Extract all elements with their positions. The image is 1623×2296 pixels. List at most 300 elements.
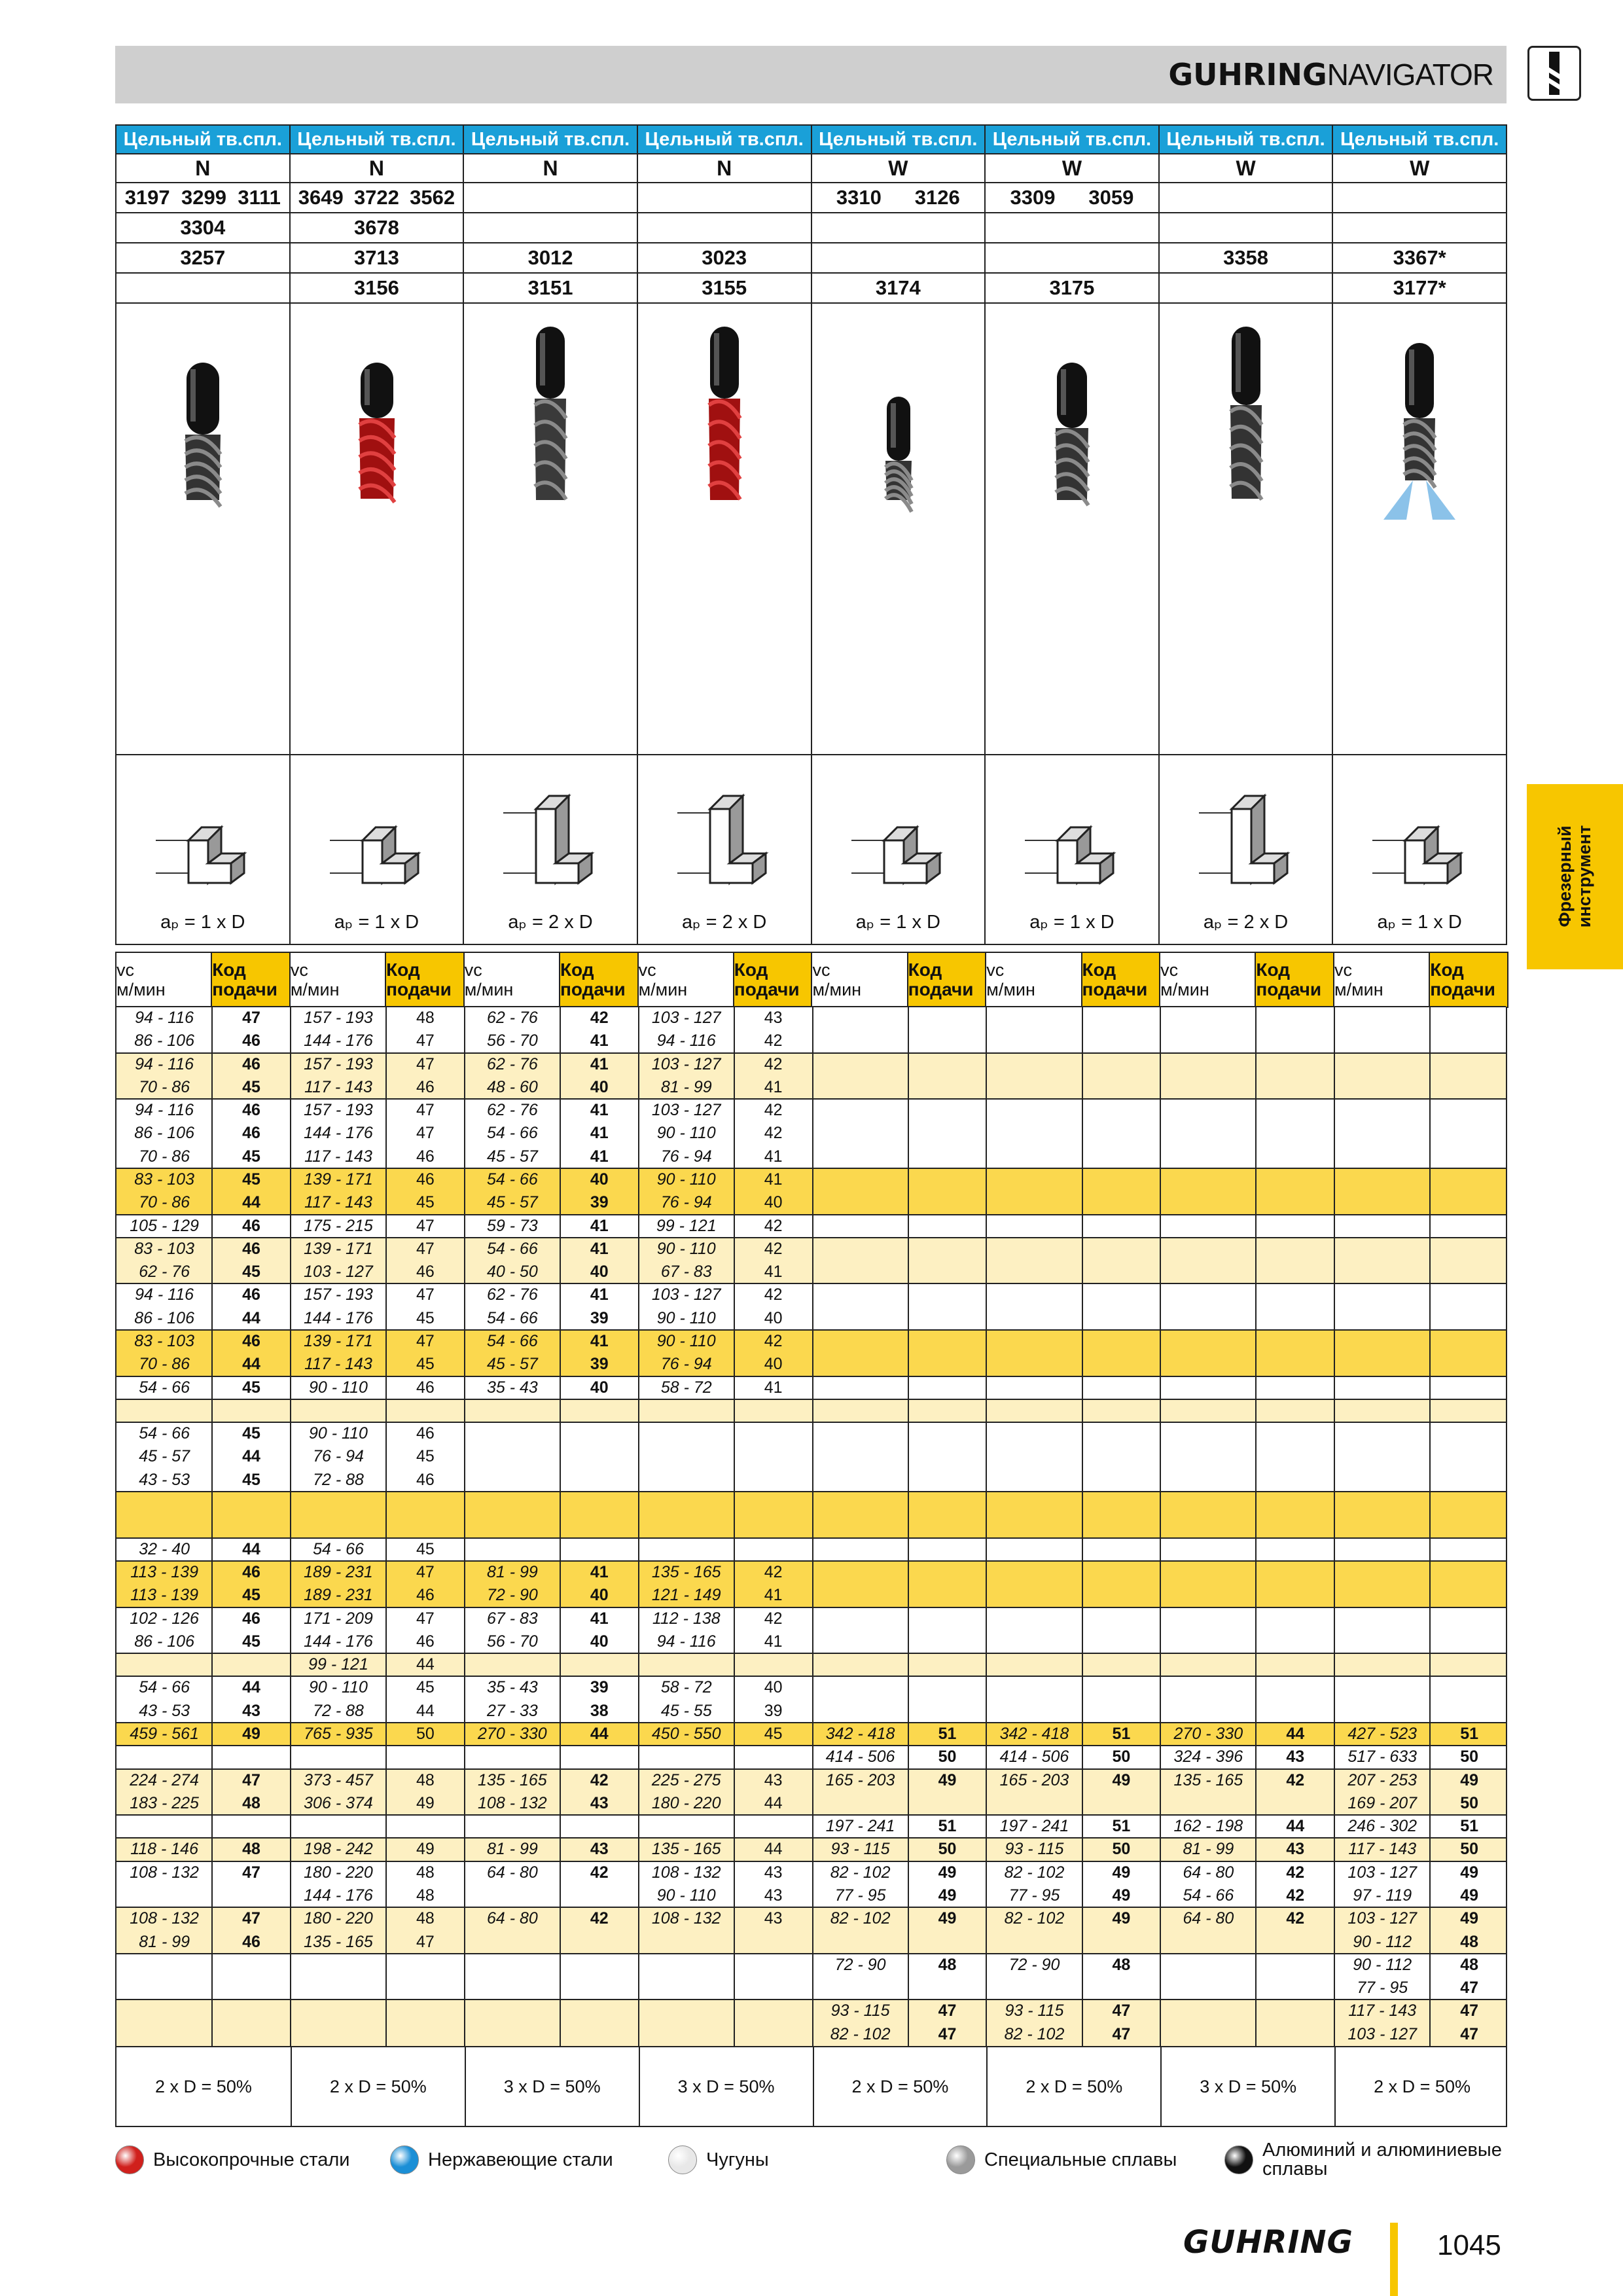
brand-logo: GUHRINGNAVIGATOR: [1168, 57, 1493, 92]
vc-value: [986, 1215, 1082, 1238]
feed-code-value: [1430, 1561, 1508, 1584]
end-mill-icon: [291, 304, 464, 755]
vc-value: [639, 1538, 734, 1561]
article-cell: [116, 213, 290, 243]
material-header: Цельный тв.спл.: [123, 128, 282, 150]
feed-code-value: 47: [416, 1101, 435, 1120]
row-separator: [116, 1722, 1506, 1723]
article-row-3: [116, 243, 1507, 273]
vc-value: [813, 1030, 908, 1052]
article-cell: [463, 183, 637, 213]
end-mill-icon: [1160, 304, 1333, 755]
grid-line: [1082, 1007, 1083, 2046]
vc-value: [1160, 1168, 1256, 1191]
vc-value: [465, 1746, 560, 1768]
vc-label: vс: [638, 960, 656, 980]
feed-code-value: [908, 1445, 987, 1468]
vc-value: 117 - 143: [304, 1355, 372, 1374]
article-row-4: [116, 273, 1507, 303]
vc-value: 113 - 139: [130, 1586, 198, 1605]
iso-group-cell: [463, 154, 637, 183]
feed-code-value: [908, 1469, 987, 1492]
feed-code-value: 42: [1286, 1770, 1305, 1789]
material-ball-icon: [390, 2145, 419, 2174]
vc-value: [986, 1238, 1082, 1261]
vc-value: 118 - 146: [130, 1840, 198, 1859]
vc-value: [813, 1469, 908, 1492]
article-cell: [985, 273, 1159, 303]
vc-value: [639, 1399, 734, 1422]
vc-value: 77 - 95: [834, 1886, 886, 1905]
vc-value: 90 - 110: [309, 1678, 368, 1697]
vc-value: [813, 1283, 908, 1306]
feed-code-value: 47: [416, 1054, 435, 1073]
article-number: 3174: [875, 276, 921, 299]
vc-value: 459 - 561: [130, 1724, 199, 1743]
feed-code-value: [560, 1746, 639, 1768]
vc-value: [1160, 1653, 1256, 1676]
feed-code-value: 47: [416, 1332, 435, 1351]
vc-value: [1160, 1099, 1256, 1122]
feed-code-value: [1430, 1469, 1508, 1492]
feed-code-value: [386, 1954, 465, 1977]
vc-value: [1334, 1538, 1430, 1561]
tool-image-cell: [463, 303, 637, 755]
vc-value: [1160, 1076, 1256, 1099]
feed-code-value: [1430, 1376, 1508, 1399]
feed-code-value: 45: [242, 1424, 260, 1443]
row-separator: [116, 1376, 1506, 1377]
feed-code-value: [1256, 1700, 1334, 1723]
vc-value: 72 - 90: [834, 1955, 886, 1974]
feed-code-value: 47: [416, 1239, 435, 1258]
feed-code-value: [908, 1168, 987, 1191]
vc-value: [986, 1469, 1082, 1492]
vc-value: 76 - 94: [660, 1193, 712, 1212]
material-header: Цельный тв.спл.: [992, 128, 1152, 150]
iso-group: N: [195, 156, 211, 180]
row-separator: [116, 1999, 1506, 2000]
vc-value: 165 - 203: [999, 1770, 1069, 1789]
article-number: 3012: [527, 246, 573, 269]
vc-value: 72 - 90: [1008, 1955, 1060, 1974]
vc-value: [813, 1977, 908, 2000]
vc-value: 45 - 57: [486, 1193, 538, 1212]
vc-unit: м/мин: [812, 980, 862, 999]
feed-code-value: 49: [1460, 1886, 1479, 1905]
row-separator: [116, 1214, 1506, 1215]
vc-value: [1160, 1538, 1256, 1561]
vc-value: [465, 1884, 560, 1907]
vc-value: [813, 1353, 908, 1376]
vc-unit: м/мин: [1334, 980, 1383, 999]
vc-value: 90 - 112: [1353, 1932, 1412, 1951]
cutting-depth-cell: [116, 755, 290, 944]
vc-value: 32 - 40: [139, 1539, 190, 1558]
vc-value: [1334, 1215, 1430, 1238]
article-number: 3175: [1049, 276, 1095, 299]
feed-code-label: Код: [1082, 960, 1116, 980]
feed-code-value: 48: [938, 1955, 957, 1974]
vc-value: [1160, 1792, 1256, 1815]
vc-value: 93 - 115: [1005, 1840, 1064, 1859]
feed-code-value: 45: [242, 1170, 260, 1189]
feed-code-value: [560, 2023, 639, 2046]
vc-value: 103 - 127: [1347, 1863, 1418, 1882]
vc-value: 62 - 76: [486, 1101, 538, 1120]
grid-line: [638, 1007, 639, 2046]
feed-code-value: 46: [242, 1932, 260, 1951]
vc-value: 67 - 83: [660, 1263, 712, 1282]
vc-value: 81 - 99: [139, 1932, 190, 1951]
feed-code-value: 45: [416, 1447, 435, 1466]
feed-code-header: [1429, 952, 1508, 1007]
feed-code-value: 40: [590, 1632, 609, 1651]
tool-image-cell: [1332, 303, 1507, 755]
feed-code-value: [1430, 1353, 1508, 1376]
feed-code-label: Код: [560, 960, 594, 980]
feed-code-value: [734, 1977, 813, 2000]
article-number: 3155: [702, 276, 747, 299]
vc-value: [813, 1700, 908, 1723]
vc-value: [1160, 1353, 1256, 1376]
vc-value: [639, 1954, 734, 1977]
material-header: Цельный тв.спл.: [1340, 128, 1499, 150]
legend-item: [668, 2140, 769, 2179]
feed-code-value: [1256, 1145, 1334, 1168]
article-number: 3678: [353, 216, 399, 239]
grid-line: [812, 1007, 813, 2046]
feed-code-value: 45: [416, 1193, 435, 1212]
article-cell: [812, 213, 986, 243]
vc-value: 135 - 165: [1173, 1770, 1243, 1789]
article-cell: [1159, 243, 1333, 273]
vc-value: [1334, 1099, 1430, 1122]
vc-value: [1160, 1007, 1256, 1030]
feed-code-value: [734, 1538, 813, 1561]
vc-value: [813, 1792, 908, 1815]
cutting-depth-label: aₚ = 1 x D: [160, 912, 245, 933]
feed-code-value: 42: [590, 1909, 609, 1928]
material-header-cell: [985, 125, 1159, 154]
row-separator: [116, 1837, 1506, 1839]
vc-value: 165 - 203: [825, 1770, 895, 1789]
vc-value: 94 - 116: [135, 1054, 194, 1073]
vc-value: [1334, 1353, 1430, 1376]
feed-code-value: 46: [242, 1101, 260, 1120]
article-number: 3059: [1088, 186, 1134, 209]
vc-value: [116, 1399, 212, 1422]
material-header-cell: [1159, 125, 1333, 154]
vc-unit: м/мин: [290, 980, 340, 999]
vc-value: [986, 1099, 1082, 1122]
row-separator: [116, 1907, 1506, 1908]
feed-code-header: [734, 952, 812, 1007]
feed-code-value: [386, 1815, 465, 1838]
feed-code-value: 41: [764, 1632, 783, 1651]
iso-group-cell: [637, 154, 812, 183]
article-cell: [1332, 183, 1507, 213]
article-number: 3304: [180, 216, 226, 239]
feed-code-value: [1082, 1515, 1161, 1537]
feed-code-value: [1256, 1977, 1334, 2000]
material-header-cell: [463, 125, 637, 154]
feed-code-value: 44: [1286, 1817, 1305, 1836]
row-separator: [116, 1537, 1506, 1539]
vc-value: 108 - 132: [651, 1863, 721, 1882]
vc-value: 139 - 171: [304, 1239, 373, 1258]
feed-code-value: 44: [590, 1724, 609, 1743]
feed-code-value: 44: [764, 1793, 783, 1812]
vc-value: [1160, 1515, 1256, 1537]
feed-code-value: [734, 1445, 813, 1468]
legend-item: [115, 2140, 349, 2179]
legend-item: [1224, 2140, 1524, 2179]
end-mill-icon: [116, 304, 290, 755]
vc-value: [813, 1584, 908, 1607]
article-cell: [290, 243, 464, 273]
grid-line: [1334, 1007, 1335, 2046]
vc-value: 64 - 80: [1183, 1909, 1234, 1928]
vc-value: 171 - 209: [304, 1609, 373, 1628]
vc-value: [1160, 1283, 1256, 1306]
cutting-depth-cell: [1159, 755, 1333, 944]
iso-group: W: [1061, 156, 1082, 180]
vc-value: [639, 2000, 734, 2022]
vc-value: [639, 1469, 734, 1492]
vc-value: 414 - 506: [825, 1748, 895, 1767]
vc-value: 157 - 193: [304, 1054, 373, 1073]
feed-code-value: 51: [1112, 1817, 1131, 1836]
cutting-depth-cell: [985, 755, 1159, 944]
feed-code-value: [734, 1422, 813, 1445]
vc-value: 56 - 70: [486, 1632, 538, 1651]
article-number: 3310: [836, 186, 882, 209]
feed-code-value: 50: [1460, 1840, 1479, 1859]
vc-value: 35 - 43: [486, 1678, 538, 1697]
vc-value: [465, 1422, 560, 1445]
vc-value: 90 - 110: [309, 1424, 368, 1443]
vc-value: 76 - 94: [660, 1147, 712, 1166]
feed-code-value: [386, 1515, 465, 1537]
article-number: 3562: [410, 186, 455, 209]
feed-code-value: [1256, 1630, 1334, 1653]
feed-code-value: 42: [764, 1054, 783, 1073]
vc-value: [1334, 1469, 1430, 1492]
vc-value: 144 - 176: [304, 1886, 373, 1905]
feed-code-value: 47: [1460, 1979, 1479, 1998]
vc-value: [1334, 1191, 1430, 1214]
feed-code-value: 48: [1112, 1955, 1131, 1974]
vc-value: 94 - 116: [135, 1101, 194, 1120]
cutting-depth-label: aₚ = 2 x D: [1203, 912, 1289, 933]
feed-code-header: [385, 952, 464, 1007]
feed-code-header: [1082, 952, 1160, 1007]
iso-group: N: [717, 156, 732, 180]
feed-code-value: [908, 1191, 987, 1214]
side-section-tab: Фрезерный инструмент: [1527, 784, 1623, 969]
feed-code-value: 47: [242, 1909, 260, 1928]
vc-value: [1160, 2023, 1256, 2046]
feed-code-value: [560, 1931, 639, 1954]
end-mill-icon: [1333, 304, 1507, 755]
vc-value: 72 - 90: [486, 1586, 538, 1605]
material-ball-icon: [115, 2145, 144, 2174]
vc-value: [986, 1307, 1082, 1330]
feed-code-value: [1430, 1676, 1508, 1699]
vc-value: [116, 2000, 212, 2022]
feed-code-value: 39: [590, 1193, 609, 1212]
feed-code-value: 47: [416, 1562, 435, 1581]
feed-code-value: [560, 1884, 639, 1907]
vc-value: [639, 1422, 734, 1445]
material-legend: [115, 2140, 1507, 2179]
vc-value: 82 - 102: [830, 1909, 891, 1928]
material-header-cell: [1332, 125, 1507, 154]
vc-unit: м/мин: [116, 980, 166, 999]
vc-value: 324 - 396: [1173, 1748, 1243, 1767]
grid-line: [1160, 1007, 1161, 2046]
feed-code-value: 47: [242, 1863, 260, 1882]
vc-value: [813, 1076, 908, 1099]
vc-value: [1160, 1330, 1256, 1353]
feed-code-value: [1256, 1076, 1334, 1099]
vc-value: [986, 1376, 1082, 1399]
vc-value: [291, 2023, 386, 2046]
iso-group-cell: [985, 154, 1159, 183]
row-separator: [116, 1237, 1506, 1238]
vc-value: 99 - 121: [656, 1216, 717, 1235]
article-cell: [463, 273, 637, 303]
feed-code-value: 46: [242, 1609, 260, 1628]
feed-code-value: 39: [590, 1678, 609, 1697]
vc-value: 64 - 80: [486, 1863, 538, 1882]
vc-value: [813, 1630, 908, 1653]
vc-value: [986, 1353, 1082, 1376]
vc-value: 97 - 119: [1353, 1886, 1412, 1905]
feed-code-value: 44: [764, 1840, 783, 1859]
vc-value: 93 - 115: [830, 1840, 890, 1859]
vc-value: 90 - 112: [1353, 1955, 1412, 1974]
feed-code-value: [1430, 1399, 1508, 1422]
grid-line: [211, 1007, 213, 2046]
vc-value: [291, 1954, 386, 1977]
cutting-depth-label: aₚ = 1 x D: [1377, 912, 1462, 933]
feed-code-value: 41: [590, 1609, 609, 1628]
feed-code-value: [1430, 1538, 1508, 1561]
feed-code-value: [1256, 1283, 1334, 1306]
vc-value: [1160, 1676, 1256, 1699]
feed-code-value: [212, 1492, 291, 1515]
vc-value: 139 - 171: [304, 1332, 373, 1351]
vc-value: 450 - 550: [651, 1724, 721, 1743]
vc-value: [813, 1238, 908, 1261]
feed-code-value: 51: [938, 1817, 957, 1836]
feed-code-value: 47: [242, 1009, 260, 1027]
vc-value: 94 - 116: [656, 1031, 716, 1050]
feed-code-value: [1430, 1145, 1508, 1168]
vc-value: [116, 1954, 212, 1977]
vc-value: [1334, 1445, 1430, 1468]
feed-code-value: [908, 1145, 987, 1168]
article-number: 3126: [914, 186, 960, 209]
feed-code-value: [560, 1492, 639, 1515]
article-cell: [1332, 243, 1507, 273]
depth-note: 3 x D = 50%: [1160, 2047, 1334, 2126]
vc-value: 105 - 129: [130, 1216, 199, 1235]
depth-note: 2 x D = 50%: [986, 2047, 1160, 2126]
material-header-cell: [637, 125, 812, 154]
vc-value: [1334, 1376, 1430, 1399]
feed-code-value: [1082, 1030, 1161, 1052]
article-cell: [116, 273, 290, 303]
vc-value: [813, 1445, 908, 1468]
vc-value: [986, 1538, 1082, 1561]
feed-code-value: 49: [938, 1770, 957, 1789]
feed-code-value: [1430, 1445, 1508, 1468]
feed-code-value: [1256, 1307, 1334, 1330]
feed-code-value: [1430, 1122, 1508, 1145]
vc-label: vс: [464, 960, 482, 980]
row-separator: [116, 1329, 1506, 1331]
vc-value: [986, 1191, 1082, 1214]
vc-value: [465, 1653, 560, 1676]
vc-value: [813, 1607, 908, 1630]
feed-code-value: [908, 1653, 987, 1676]
material-ball-icon: [1224, 2145, 1253, 2174]
vc-value: 54 - 66: [139, 1678, 190, 1697]
feed-code-value: [212, 1954, 291, 1977]
cutting-depth-label: aₚ = 2 x D: [682, 912, 767, 933]
feed-code-value: 44: [242, 1447, 260, 1466]
vc-value: 765 - 935: [304, 1724, 373, 1743]
feed-code-value: [1082, 1676, 1161, 1699]
cutting-depth-cell: [290, 755, 464, 944]
vc-value: 94 - 116: [135, 1285, 194, 1304]
feed-code-value: [1430, 1099, 1508, 1122]
vc-value: 169 - 207: [1347, 1793, 1418, 1812]
vc-value: 144 - 176: [304, 1124, 373, 1143]
vc-value: 56 - 70: [486, 1031, 538, 1050]
feed-code-value: 45: [764, 1724, 783, 1743]
vc-value: [1160, 1954, 1256, 1977]
vc-value: [291, 1492, 386, 1515]
vc-value: 517 - 633: [1347, 1748, 1418, 1767]
feed-code-value: [1430, 1422, 1508, 1445]
feed-code-value: 49: [1112, 1863, 1131, 1882]
feed-code-value: 50: [938, 1748, 957, 1767]
row-separator: [116, 1560, 1506, 1562]
vc-value: [1160, 1215, 1256, 1238]
vc-value: 103 - 127: [651, 1285, 721, 1304]
tool-image-row: [116, 303, 1507, 755]
feed-code-value: 46: [242, 1124, 260, 1143]
feed-code-value: 45: [416, 1539, 435, 1558]
vc-value: 117 - 143: [1348, 1840, 1417, 1859]
article-number: 3649: [298, 186, 344, 209]
vc-value: [1334, 1584, 1430, 1607]
depth-note: 2 x D = 50%: [813, 2047, 987, 2126]
feed-code-value: [1256, 1954, 1334, 1977]
article-cell: [637, 243, 812, 273]
vc-value: [813, 1122, 908, 1145]
vc-value: 83 - 103: [134, 1332, 194, 1351]
feed-code-value: 45: [416, 1678, 435, 1697]
feed-code-value: [1430, 1030, 1508, 1052]
vc-value: 27 - 33: [486, 1701, 538, 1720]
vc-value: [465, 1399, 560, 1422]
feed-code-label: подачи: [212, 979, 277, 999]
